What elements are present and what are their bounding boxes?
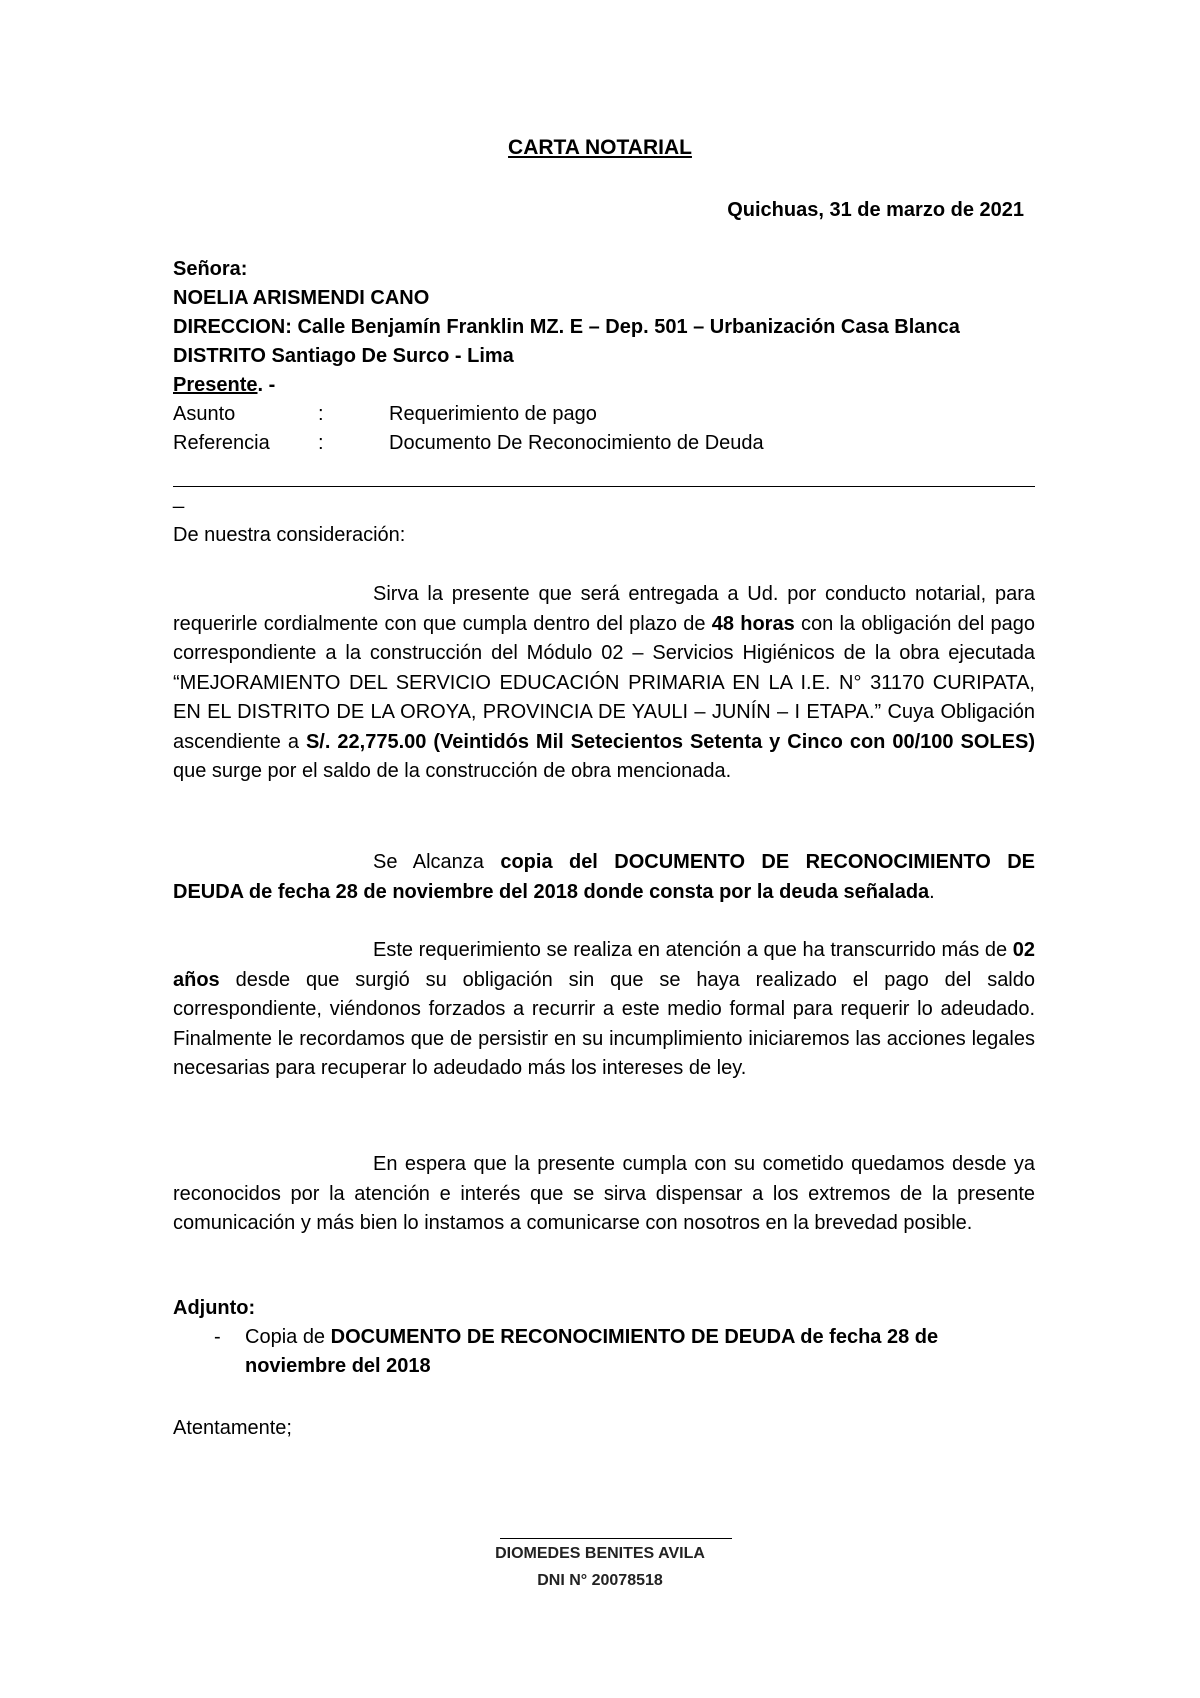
paragraph-3	[173, 936, 1035, 1084]
referencia-label: Referencia	[173, 432, 270, 454]
adjunto-bullet: -	[214, 1326, 221, 1348]
recipient-address: DIRECCION: Calle Benjamín Franklin MZ. E – Dep. 501 – Urbanización Casa Blanca	[173, 316, 960, 338]
asunto-row	[173, 400, 1035, 429]
adjunto-text-a: Copia de	[245, 1326, 331, 1348]
presente-word: Presente	[173, 374, 258, 396]
referencia-row	[173, 429, 1035, 458]
p2-text-c: .	[929, 880, 935, 903]
p1-text-c: con la obligación del pago correspondiente a la construcción del Módulo 02 – Servicios Higiénicos de la obra ejecutada “MEJORAMIENTO DEL SERVICIO EDUCACIÓN PRIMARIA EN LA I.E. N° 31170 CURIPATA, EN EL DISTRITO DE LA OROYA, PROVINCIA DE YAULI – JUNÍN – I ETAPA.” Cuya Obligación ascendiente a	[173, 612, 1036, 753]
signature-line	[500, 1538, 732, 1539]
paragraph-4	[173, 1150, 1035, 1239]
p2-text-a: Se Alcanza	[373, 851, 501, 873]
referencia-separator: :	[318, 432, 324, 454]
asunto-value: Requerimiento de pago	[389, 403, 597, 425]
p1-deadline: 48 horas	[711, 612, 795, 635]
presente-suffix: . -	[257, 374, 276, 396]
signature-dni: DNI N° 20078518	[537, 1572, 663, 1589]
presente-line	[173, 371, 275, 400]
recipient-salutation: Señora:	[173, 258, 248, 280]
date-line: Quichuas, 31 de marzo de 2021	[727, 199, 1024, 221]
letter-title: CARTA NOTARIAL	[508, 136, 692, 159]
p1-amount: S/. 22,775.00 (Veintidós Mil Setecientos Setenta y Cinco con 00/100 SOLES)	[305, 730, 1035, 753]
p3-text-a: Este requerimiento se realiza en atención a que ha transcurrido más de	[373, 939, 1013, 961]
p1-text-a: Sirva la presente que será entregada a Ud. por conducto notarial, para requerirle cordialmente con que cumpla dentro del plazo de	[173, 583, 1035, 635]
p3-text-c: desde que surgió su obligación sin que se haya realizado el pago del saldo correspondiente, viéndonos forzados a recurrir a este medio formal para requerir lo adeudado. Finalmente le recordamos que de persistir en su incumplimiento iniciaremos las acciones legales necesarias para recuperar lo adeudado más los intereses de ley.	[173, 968, 1035, 1079]
separator-dash: _	[173, 487, 185, 509]
p4-text: En espera que la presente cumpla con su cometido quedamos desde ya reconocidos por la atención e interés que se sirva dispensar a los extremos de la presente comunicación y más bien lo instamos a comunicarse con nosotros en la brevedad posible.	[173, 1153, 1035, 1234]
asunto-separator: :	[318, 403, 324, 425]
recipient-name: NOELIA ARISMENDI CANO	[173, 287, 430, 309]
p2-document: copia del DOCUMENTO DE RECONOCIMIENTO DE DEUDA de fecha 28 de noviembre del 2018 donde consta por la deuda señalada	[173, 851, 1036, 903]
asunto-label: Asunto	[173, 403, 236, 425]
paragraph-2	[173, 848, 1035, 907]
paragraph-1	[173, 580, 1035, 787]
adjunto-label: Adjunto:	[173, 1297, 256, 1319]
recipient-district: DISTRITO Santiago De Surco - Lima	[173, 345, 514, 367]
separator-line	[173, 486, 1035, 487]
signature-name: DIOMEDES BENITES AVILA	[495, 1545, 705, 1562]
p1-text-e: que surge por el saldo de la construcción de obra mencionada.	[173, 760, 732, 782]
p3-years: 02 años	[173, 939, 1035, 991]
adjunto-document: DOCUMENTO DE RECONOCIMIENTO DE DEUDA de fecha 28 de noviembre del 2018	[245, 1326, 939, 1377]
closing: Atentamente;	[173, 1417, 292, 1439]
greeting: De nuestra consideración:	[173, 524, 406, 546]
adjunto-item	[245, 1323, 990, 1381]
referencia-value: Documento De Reconocimiento de Deuda	[389, 432, 764, 454]
